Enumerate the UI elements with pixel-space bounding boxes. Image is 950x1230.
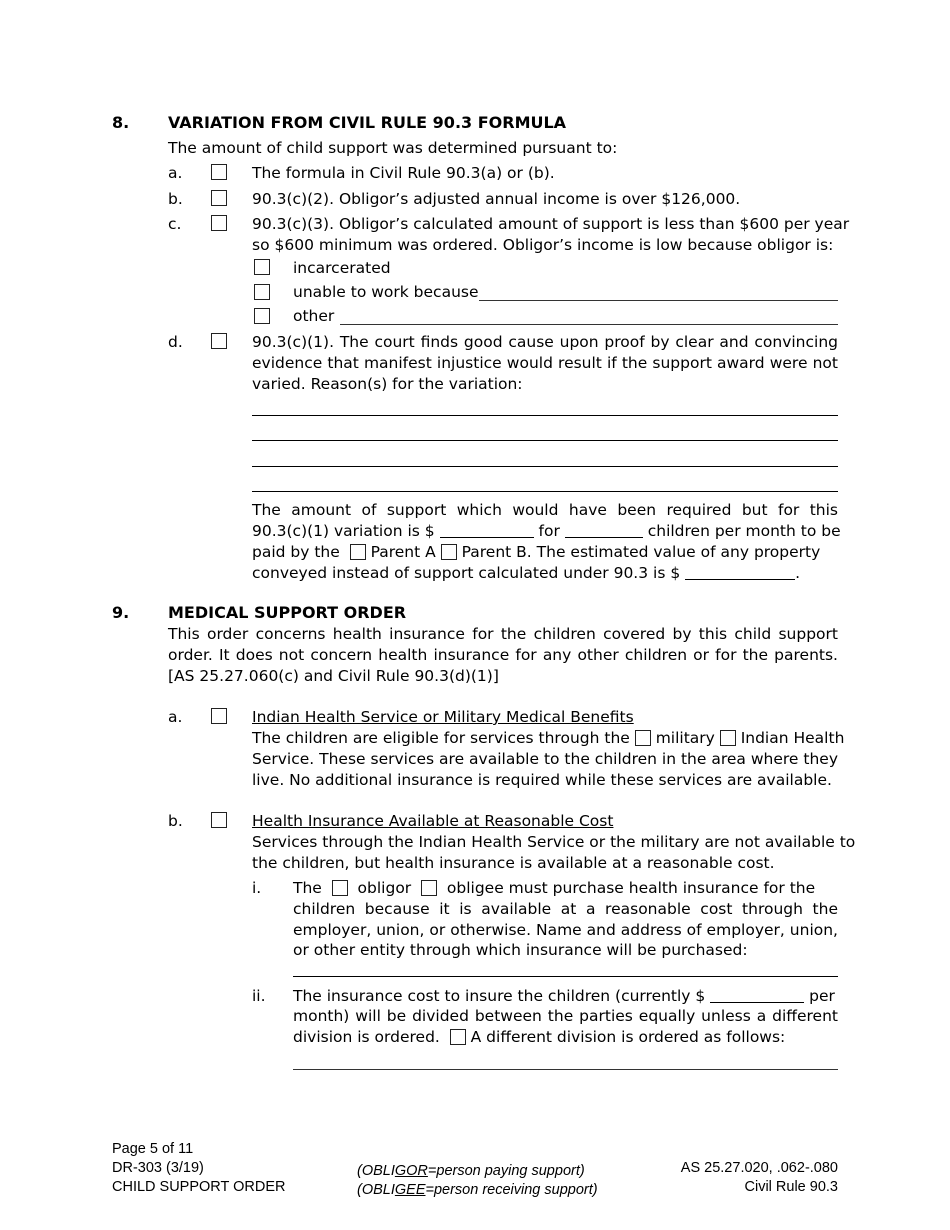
item-9a-line2: Service. These services are available to the children in the area where they	[252, 750, 838, 768]
obligor-def-pre: (OBLI	[357, 1163, 395, 1179]
military-checkbox[interactable]	[635, 730, 651, 746]
item-8d-line3: varied. Reason(s) for the variation:	[252, 375, 523, 393]
different-division-label: A different division is ordered as follows:	[470, 1028, 786, 1046]
variation-children-label: children per month to be	[647, 522, 841, 540]
footer-statute: AS 25.27.020, .062-.080	[680, 1160, 838, 1176]
unable-to-work-label: unable to work because	[293, 283, 479, 301]
item-8c-line1: 90.3(c)(3). Obligor’s calculated amount of support is less than $600 per year	[252, 215, 850, 233]
other-checkbox[interactable]	[254, 308, 270, 324]
variation-amount-blank[interactable]	[440, 523, 534, 538]
section-8-title: VARIATION FROM CIVIL RULE 90.3 FORMULA	[168, 113, 567, 132]
item-8b-checkbox[interactable]	[211, 190, 227, 206]
indian-health-checkbox[interactable]	[720, 730, 736, 746]
item-9a-letter: a.	[168, 708, 183, 726]
obligee-checkbox[interactable]	[421, 880, 437, 896]
item-9a-checkbox[interactable]	[211, 708, 227, 724]
footer-obligee-definition	[357, 1181, 598, 1200]
division-line[interactable]	[293, 1069, 838, 1070]
paid-by-label: paid by the	[252, 543, 340, 561]
section-8-number: 8.	[112, 113, 130, 132]
variation-for-label: for	[538, 522, 560, 540]
obligee-def-pre: (OBLI	[357, 1182, 395, 1198]
footer-obligor-definition	[357, 1162, 585, 1181]
item-8c-letter: c.	[168, 215, 182, 233]
item-8d-line2: evidence that manifest injustice would result if the support award were not	[252, 354, 838, 372]
indian-health-label: Indian Health	[740, 729, 845, 747]
obligee-label: obligee must purchase health insurance for the	[446, 879, 816, 897]
section-9-para-line3: [AS 25.27.060(c) and Civil Rule 90.3(d)(1)]	[168, 667, 499, 685]
item-8b-text: 90.3(c)(2). Obligor’s adjusted annual income is over $126,000.	[252, 190, 741, 208]
item-9b-ii-line2: month) will be divided between the parties equally unless a different	[293, 1007, 838, 1025]
item-9b-letter: b.	[168, 812, 183, 830]
item-9b-ii-line3	[293, 1027, 785, 1047]
footer-civil-rule: Civil Rule 90.3	[744, 1179, 838, 1195]
item-8d-line1: 90.3(c)(1). The court finds good cause upon proof by clear and convincing	[252, 333, 838, 351]
section-8-intro: The amount of child support was determined pursuant to:	[168, 139, 618, 157]
reason-line-1[interactable]	[252, 415, 838, 416]
item-9b-line2: the children, but health insurance is available at a reasonable cost.	[252, 854, 775, 872]
variation-amount-line1: The amount of support which would have been required but for this	[252, 501, 838, 519]
obligee-def-underlined: GEE	[394, 1182, 426, 1198]
reason-line-2[interactable]	[252, 440, 838, 441]
parent-a-label: Parent A	[370, 543, 436, 561]
section-9-para-line2: order. It does not concern health insurance for any other children or for the parents.	[168, 646, 838, 664]
insurance-cost-blank[interactable]	[710, 988, 804, 1003]
item-9a-line1-text: The children are eligible for services through the	[252, 729, 630, 747]
parent-b-label: Parent B. The estimated value of any property	[461, 543, 821, 561]
property-value-period: .	[795, 564, 801, 582]
footer-form-number: DR-303 (3/19)	[112, 1160, 204, 1176]
item-9b-i-line1	[293, 878, 815, 898]
item-9b-i-line3: employer, union, or otherwise. Name and address of employer, union,	[293, 921, 838, 939]
item-8c-line2: so $600 minimum was ordered. Obligor’s income is low because obligor is:	[252, 236, 834, 254]
section-9-number: 9.	[112, 603, 130, 622]
item-8d-checkbox[interactable]	[211, 333, 227, 349]
other-line[interactable]	[340, 324, 838, 325]
footer-form-name: CHILD SUPPORT ORDER	[112, 1179, 286, 1195]
military-label: military	[655, 729, 715, 747]
insurance-cost-prefix: The insurance cost to insure the children (currently $	[293, 987, 706, 1005]
children-count-blank[interactable]	[565, 523, 643, 538]
item-8d-letter: d.	[168, 333, 183, 351]
item-8a-checkbox[interactable]	[211, 164, 227, 180]
property-value-prefix: conveyed instead of support calculated under 90.3 is $	[252, 564, 681, 582]
item-8a-letter: a.	[168, 164, 183, 182]
item-9b-ii-number: ii.	[252, 987, 266, 1005]
item-8a-text: The formula in Civil Rule 90.3(a) or (b).	[252, 164, 555, 182]
item-9b-ii-line1	[293, 986, 835, 1006]
obligor-label: obligor	[357, 879, 412, 897]
item-9b-i-line4: or other entity through which insurance will be purchased:	[293, 941, 748, 959]
section-9-para-line1: This order concerns health insurance for the children covered by this child support	[168, 625, 838, 643]
incarcerated-label: incarcerated	[293, 259, 391, 277]
variation-amount-line4	[252, 563, 800, 583]
obligor-def-underlined: GOR	[394, 1163, 428, 1179]
item-9b-i-line2: children because it is available at a reasonable cost through the	[293, 900, 838, 918]
reason-line-4[interactable]	[252, 491, 838, 492]
item-9b-i-number: i.	[252, 879, 262, 897]
unable-to-work-line[interactable]	[479, 300, 838, 301]
property-value-blank[interactable]	[685, 565, 795, 580]
insurer-name-line[interactable]	[293, 976, 838, 977]
section-9-title: MEDICAL SUPPORT ORDER	[168, 603, 407, 622]
division-ordered-text: division is ordered.	[293, 1028, 440, 1046]
item-9a-line3: live. No additional insurance is required while these services are available.	[252, 771, 832, 789]
obligor-checkbox[interactable]	[332, 880, 348, 896]
unable-to-work-checkbox[interactable]	[254, 284, 270, 300]
item-9a-line1	[252, 728, 844, 748]
item-9b-checkbox[interactable]	[211, 812, 227, 828]
footer-page-number: Page 5 of 11	[112, 1141, 194, 1157]
variation-amount-prefix: 90.3(c)(1) variation is $	[252, 522, 435, 540]
item-8c-checkbox[interactable]	[211, 215, 227, 231]
parent-b-checkbox[interactable]	[441, 544, 457, 560]
incarcerated-checkbox[interactable]	[254, 259, 270, 275]
insurance-cost-per: per	[809, 987, 835, 1005]
item-9b-heading: Health Insurance Available at Reasonable Cost	[252, 812, 614, 830]
variation-amount-line3	[252, 542, 820, 562]
item-9b-line1: Services through the Indian Health Service or the military are not available to	[252, 833, 856, 851]
obligor-def-post: =person paying support)	[427, 1163, 585, 1179]
different-division-checkbox[interactable]	[450, 1029, 466, 1045]
obligee-def-post: =person receiving support)	[425, 1182, 598, 1198]
variation-amount-line2	[252, 521, 841, 541]
other-label: other	[293, 307, 335, 325]
reason-line-3[interactable]	[252, 466, 838, 467]
item-9b-i-the: The	[293, 879, 322, 897]
parent-a-checkbox[interactable]	[350, 544, 366, 560]
item-9a-heading: Indian Health Service or Military Medical Benefits	[252, 708, 634, 726]
item-8b-letter: b.	[168, 190, 183, 208]
